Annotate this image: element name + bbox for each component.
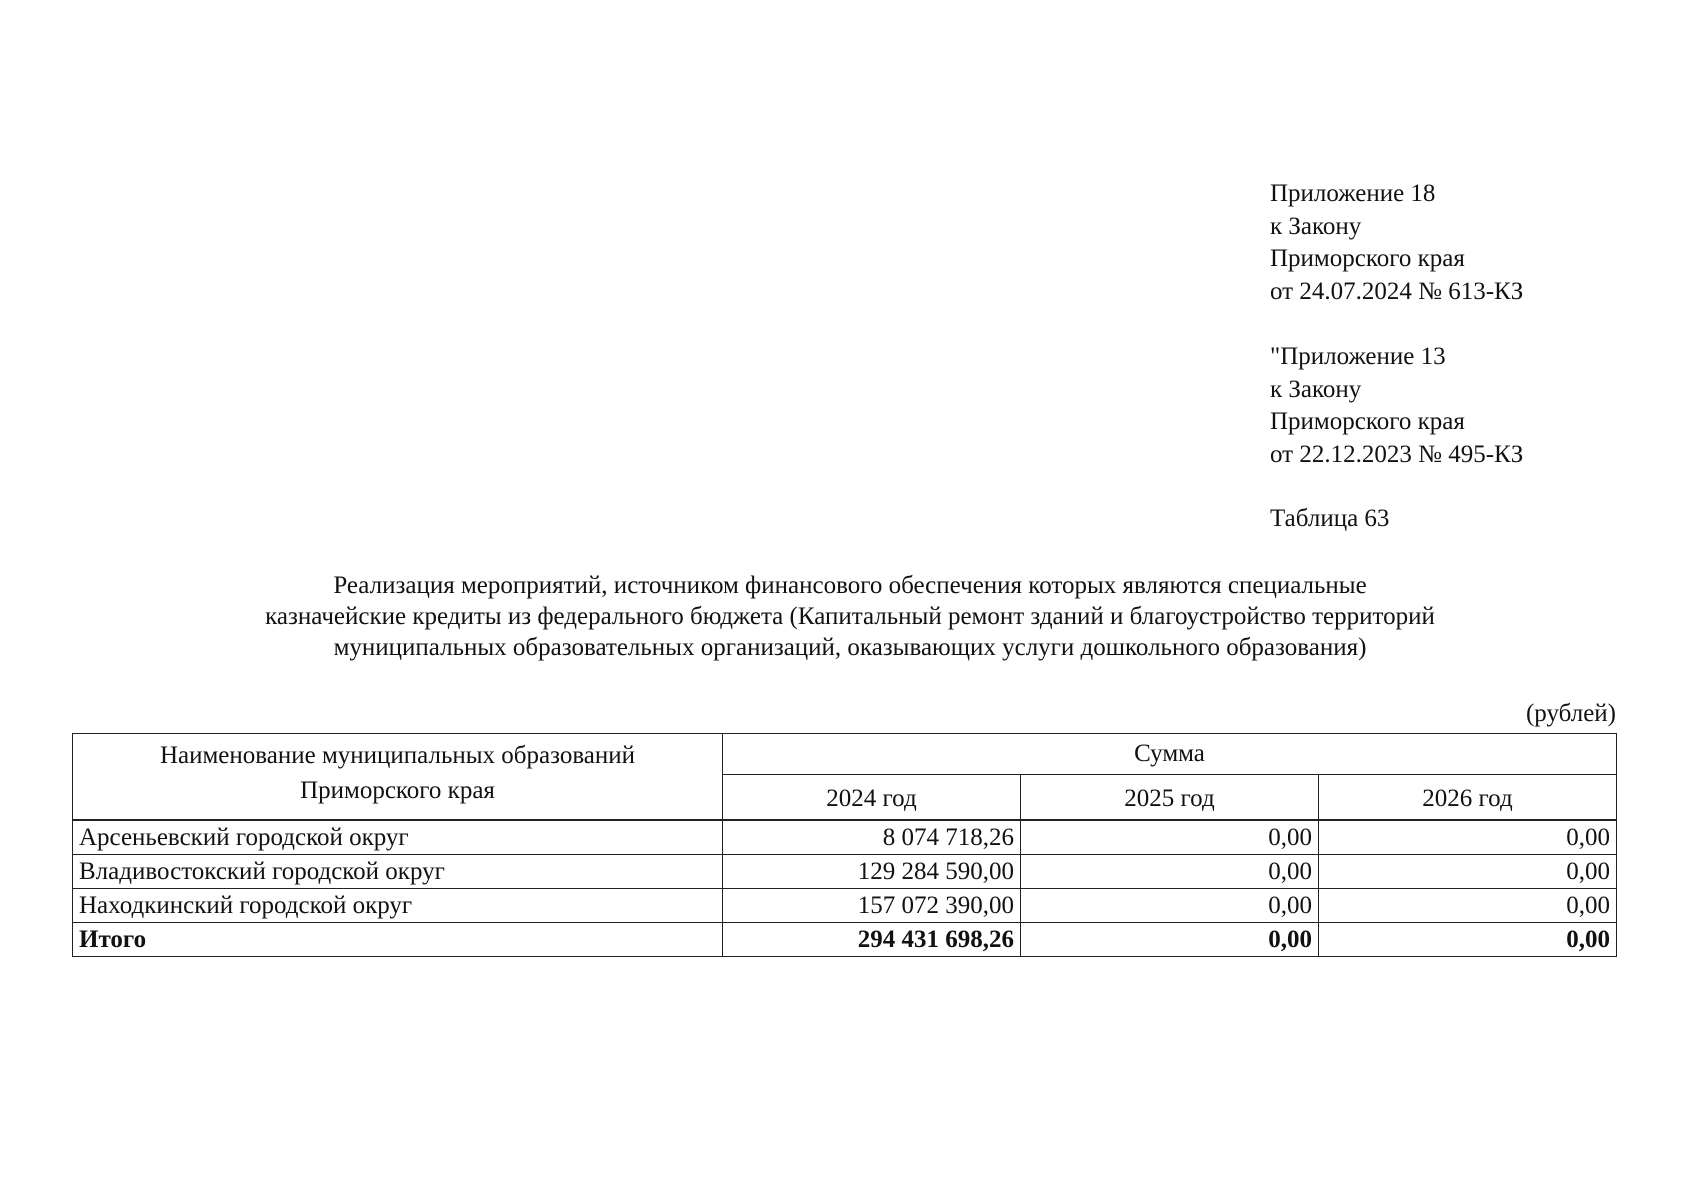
row-value-2026: 0,00 (1319, 889, 1617, 923)
appendix-current-line4: от 24.07.2024 № 613-КЗ (1270, 277, 1524, 305)
row-value-2024: 129 284 590,00 (723, 855, 1021, 889)
title-line1: Реализация мероприятий, источником финансового обеспечения которых являются специальные (333, 572, 1367, 599)
table-row (73, 889, 1617, 923)
header-municipality-name (73, 734, 723, 821)
header-name-line2: Приморского края (300, 777, 495, 804)
row-value-2025: 0,00 (1021, 820, 1319, 855)
header-year-2026: 2026 год (1319, 775, 1617, 821)
row-value-2026: 0,00 (1319, 855, 1617, 889)
table-number: Таблица 63 (1270, 505, 1390, 532)
table-row (73, 820, 1617, 855)
table-row (73, 855, 1617, 889)
title-line3: муниципальных образовательных организаций, оказывающих услуги дошкольного образования) (333, 634, 1367, 661)
appendix-current-line3: Приморского края (1270, 245, 1465, 272)
row-value-2026: 0,00 (1319, 820, 1617, 855)
appendix-current-block (1270, 178, 1523, 308)
header-sum: Сумма (723, 734, 1617, 775)
title-line2: казначейские кредиты из федерального бюджета (Капитальный ремонт зданий и благоустройство территорий (265, 603, 1435, 630)
row-value-2025: 0,00 (1021, 889, 1319, 923)
row-value-2025: 0,00 (1021, 855, 1319, 889)
total-value-2024: 294 431 698,26 (723, 923, 1021, 957)
row-name: Владивостокский городской округ (73, 855, 723, 889)
row-name: Находкинский городской округ (73, 889, 723, 923)
appendix-amended-line4: от 22.12.2023 № 495-КЗ (1270, 440, 1524, 468)
budget-table (72, 733, 1617, 957)
row-value-2024: 157 072 390,00 (723, 889, 1021, 923)
header-year-2024: 2024 год (723, 775, 1021, 821)
table-header-row (73, 734, 1617, 775)
total-name: Итого (73, 923, 723, 957)
appendix-current-line2: к Закону (1270, 212, 1362, 240)
total-value-2026: 0,00 (1319, 923, 1617, 957)
row-name: Арсеньевский городской округ (73, 820, 723, 855)
row-value-2024: 8 074 718,26 (723, 820, 1021, 855)
appendix-amended-line1: "Приложение 13 (1270, 343, 1446, 370)
total-value-2025: 0,00 (1021, 923, 1319, 957)
appendix-amended-line2: к Закону (1270, 375, 1362, 403)
appendix-current-line1: Приложение 18 (1270, 180, 1436, 207)
appendix-amended-block (1270, 341, 1523, 471)
table-total-row (73, 923, 1617, 957)
header-year-2025: 2025 год (1021, 775, 1319, 821)
appendix-amended-line3: Приморского края (1270, 408, 1465, 435)
unit-label: (рублей) (1525, 700, 1616, 727)
header-name-line1: Наименование муниципальных образований (159, 742, 636, 769)
document-title (60, 570, 1640, 663)
